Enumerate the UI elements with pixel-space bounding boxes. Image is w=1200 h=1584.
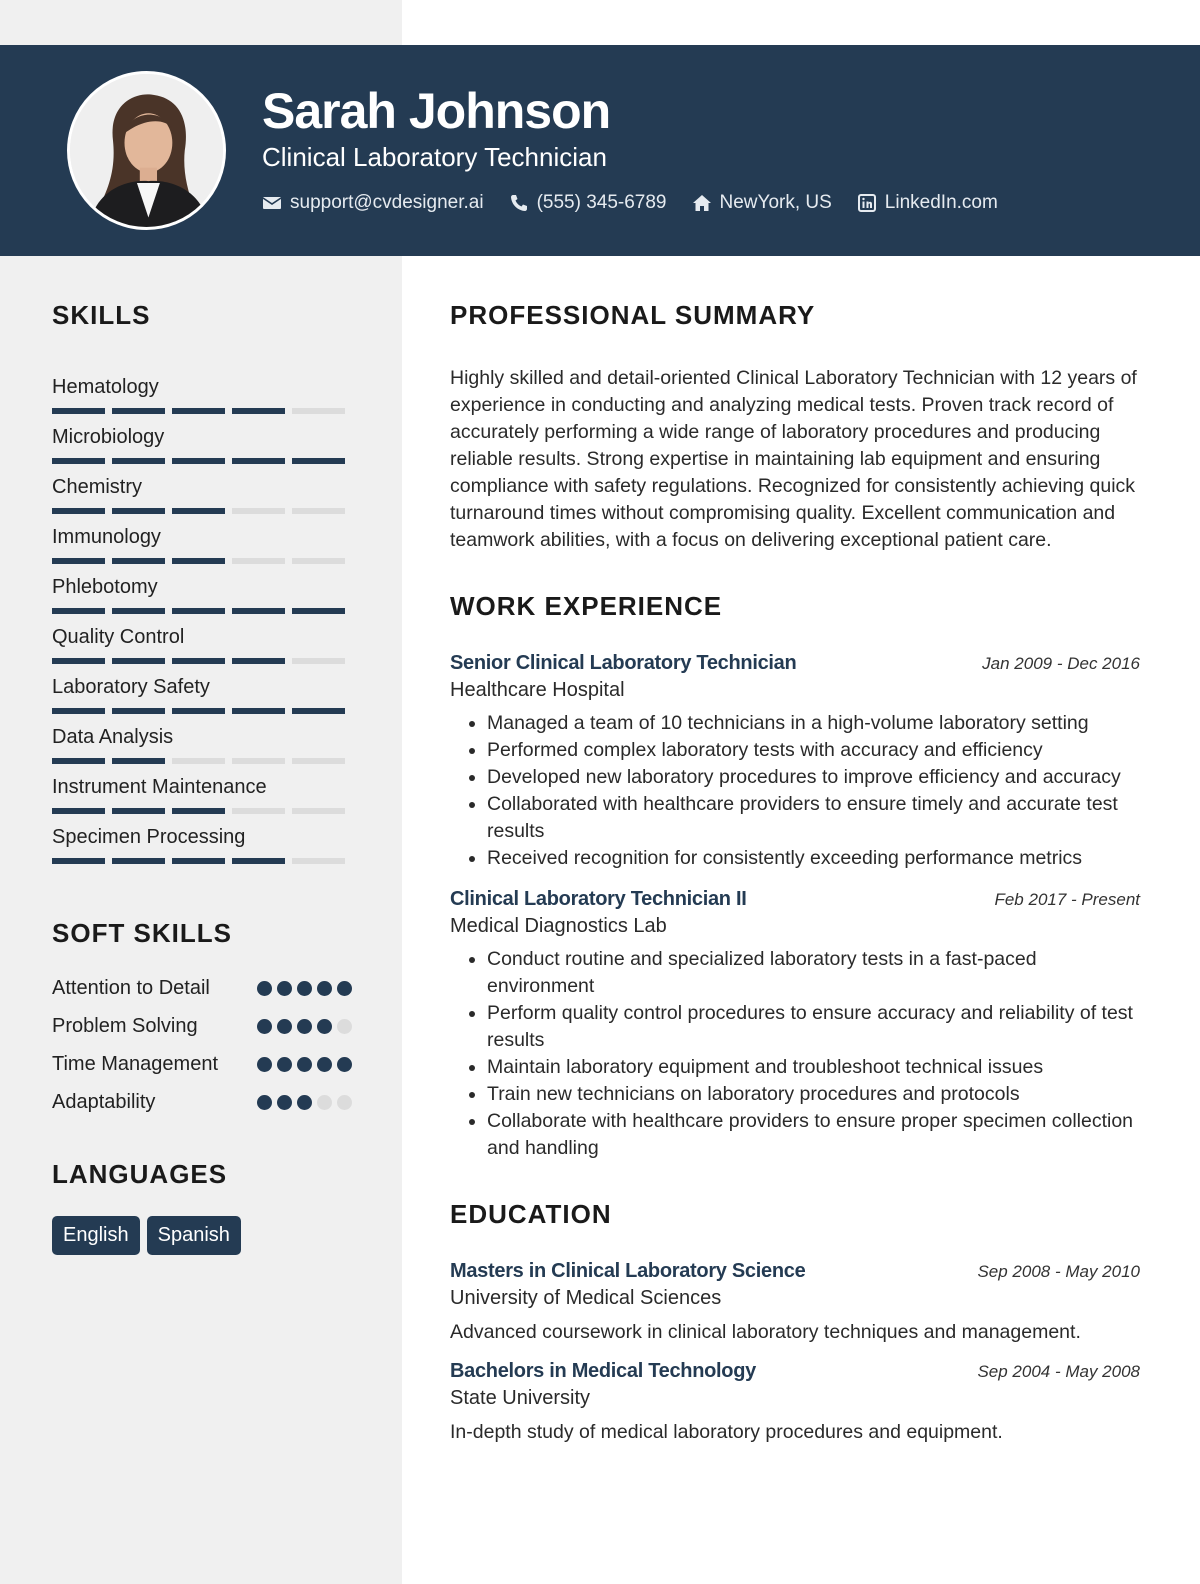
skill-level-bar	[52, 758, 352, 764]
skill-level-segment	[172, 408, 225, 414]
experience-heading: WORK EXPERIENCE	[450, 591, 723, 621]
skill-level-bar	[52, 808, 352, 814]
job-bullet: • Received recognition for consistently exceeding performance metrics	[487, 845, 1140, 872]
soft-skill-rating	[252, 1057, 352, 1072]
skill-level-segment	[292, 558, 345, 564]
rating-dot	[297, 981, 312, 996]
languages-list	[52, 1216, 352, 1255]
job-bullets	[450, 710, 1140, 872]
skill-level-segment	[172, 858, 225, 864]
job-date: Jan 2009 - Dec 2016	[982, 654, 1140, 673]
skill-level-segment	[52, 858, 105, 864]
skills-heading: SKILLS	[52, 300, 151, 330]
skill-level-segment	[112, 558, 165, 564]
skill-level-segment	[112, 758, 165, 764]
skill-level-segment	[232, 458, 285, 464]
education-degree: Bachelors in Medical Technology	[450, 1360, 756, 1382]
soft-skill-item	[52, 975, 352, 1001]
education-date: Sep 2004 - May 2008	[977, 1362, 1140, 1381]
skill-item	[52, 725, 352, 775]
education-school: University of Medical Sciences	[450, 1287, 722, 1309]
skill-level-segment	[172, 708, 225, 714]
job-bullet: • Collaborate with healthcare providers to ensure proper specimen collection and handling	[487, 1108, 1140, 1162]
skill-level-segment	[52, 508, 105, 514]
contact-linkedin[interactable]	[857, 192, 998, 214]
education-header	[450, 1260, 1140, 1283]
contact-location	[692, 192, 832, 214]
contact-location-text: NewYork, US	[719, 192, 832, 213]
soft-skill-name: Attention to Detail	[52, 977, 210, 999]
job-bullet: • Developed new laboratory procedures to improve efficiency and accuracy	[487, 764, 1140, 791]
soft-skills-list	[52, 975, 352, 1115]
skill-item	[52, 625, 352, 675]
skill-name: Microbiology	[52, 426, 165, 448]
skill-level-segment	[172, 758, 225, 764]
education-school: State University	[450, 1387, 591, 1409]
skill-level-segment	[232, 758, 285, 764]
rating-dot	[277, 1019, 292, 1034]
skill-item	[52, 675, 352, 725]
contact-phone[interactable]	[509, 192, 667, 214]
phone-icon	[509, 193, 529, 213]
skill-level-segment	[112, 408, 165, 414]
rating-dot	[297, 1057, 312, 1072]
skill-level-segment	[232, 808, 285, 814]
skill-level-segment	[112, 508, 165, 514]
skill-item	[52, 775, 352, 825]
rating-dot	[257, 1057, 272, 1072]
education-entry	[450, 1360, 1140, 1444]
skill-name: Specimen Processing	[52, 826, 246, 848]
right-column	[450, 300, 1140, 1444]
job-bullet: • Performed complex laboratory tests with accuracy and efficiency	[487, 737, 1140, 764]
skill-name: Laboratory Safety	[52, 676, 210, 698]
skill-item	[52, 425, 352, 475]
job-organization: Healthcare Hospital	[450, 679, 625, 701]
skill-level-segment	[172, 458, 225, 464]
rating-dot	[277, 981, 292, 996]
skill-level-bar	[52, 508, 352, 514]
skill-level-segment	[292, 608, 345, 614]
education-heading: EDUCATION	[450, 1199, 612, 1229]
rating-dot	[257, 1019, 272, 1034]
education-description: In-depth study of medical laboratory procedures and equipment.	[450, 1421, 1003, 1443]
skill-level-segment	[172, 508, 225, 514]
rating-dot	[297, 1019, 312, 1034]
skill-level-segment	[112, 658, 165, 664]
skill-name: Quality Control	[52, 626, 185, 648]
skill-level-segment	[232, 608, 285, 614]
skill-name: Phlebotomy	[52, 576, 158, 598]
soft-skill-name: Adaptability	[52, 1091, 156, 1113]
skill-name: Chemistry	[52, 476, 143, 498]
rating-dot	[277, 1057, 292, 1072]
rating-dot	[337, 981, 352, 996]
skill-level-segment	[172, 608, 225, 614]
skill-item	[52, 825, 352, 875]
skill-level-bar	[52, 558, 352, 564]
rating-dot	[277, 1095, 292, 1110]
skill-level-segment	[232, 708, 285, 714]
job-date: Feb 2017 - Present	[994, 890, 1140, 909]
soft-skill-rating	[252, 981, 352, 996]
avatar	[67, 71, 226, 230]
rating-dot	[337, 1095, 352, 1110]
skill-level-segment	[52, 608, 105, 614]
job-bullet: • Managed a team of 10 technicians in a high-volume laboratory setting	[487, 710, 1140, 737]
skill-item	[52, 375, 352, 425]
education-description: Advanced coursework in clinical laboratory techniques and management.	[450, 1321, 1081, 1343]
skill-name: Hematology	[52, 376, 159, 398]
rating-dot	[257, 1095, 272, 1110]
skill-level-segment	[172, 808, 225, 814]
skill-level-segment	[112, 858, 165, 864]
contact-email[interactable]	[262, 192, 484, 214]
candidate-name: Sarah Johnson	[262, 83, 611, 139]
skill-level-bar	[52, 658, 352, 664]
skill-level-bar	[52, 608, 352, 614]
left-column	[52, 300, 352, 1255]
soft-skill-rating	[252, 1095, 352, 1110]
job-entry	[450, 652, 1140, 872]
skill-item	[52, 525, 352, 575]
skill-level-bar	[52, 858, 352, 864]
skill-item	[52, 575, 352, 625]
education-degree: Masters in Clinical Laboratory Science	[450, 1260, 806, 1282]
skill-level-segment	[292, 708, 345, 714]
skill-level-segment	[52, 458, 105, 464]
rating-dot	[257, 981, 272, 996]
contact-linkedin-text: LinkedIn.com	[884, 192, 998, 213]
home-icon	[692, 193, 712, 213]
soft-skill-name: Time Management	[52, 1053, 218, 1075]
education-entry	[450, 1260, 1140, 1344]
soft-skill-item	[52, 1089, 352, 1115]
education-date: Sep 2008 - May 2010	[977, 1262, 1140, 1281]
soft-skill-rating	[252, 1019, 352, 1034]
contact-phone-text: (555) 345-6789	[536, 192, 667, 213]
skill-level-segment	[52, 408, 105, 414]
skill-level-segment	[52, 558, 105, 564]
skill-level-segment	[52, 658, 105, 664]
language-badge: English	[52, 1216, 140, 1255]
language-badge: Spanish	[147, 1216, 241, 1255]
skill-level-bar	[52, 408, 352, 414]
job-bullet: • Maintain laboratory equipment and troubleshoot technical issues	[487, 1054, 1140, 1081]
summary-heading: PROFESSIONAL SUMMARY	[450, 300, 816, 330]
job-bullet: • Collaborated with healthcare providers to ensure timely and accurate test results	[487, 791, 1140, 845]
skill-level-segment	[292, 858, 345, 864]
rating-dot	[317, 981, 332, 996]
contact-list	[262, 192, 1023, 214]
job-title: Senior Clinical Laboratory Technician	[450, 652, 797, 674]
skill-level-segment	[112, 608, 165, 614]
skill-level-segment	[292, 808, 345, 814]
skill-level-segment	[292, 508, 345, 514]
skill-level-segment	[52, 808, 105, 814]
job-bullet: • Conduct routine and specialized laboratory tests in a fast-paced environment	[487, 946, 1140, 1000]
skill-level-segment	[112, 808, 165, 814]
job-bullets	[450, 946, 1140, 1162]
rating-dot	[317, 1095, 332, 1110]
languages-heading: LANGUAGES	[52, 1159, 228, 1189]
contact-email-text: support@cvdesigner.ai	[290, 192, 484, 213]
skill-level-segment	[52, 758, 105, 764]
skill-level-bar	[52, 708, 352, 714]
skill-level-segment	[232, 408, 285, 414]
skill-level-segment	[112, 708, 165, 714]
skill-level-segment	[172, 558, 225, 564]
soft-skill-name: Problem Solving	[52, 1015, 198, 1037]
rating-dot	[337, 1057, 352, 1072]
skill-level-segment	[112, 458, 165, 464]
envelope-icon	[262, 193, 282, 213]
skill-level-segment	[292, 408, 345, 414]
skill-item	[52, 475, 352, 525]
soft-skill-item	[52, 1013, 352, 1039]
skill-level-segment	[232, 858, 285, 864]
skill-level-segment	[172, 658, 225, 664]
soft-skills-heading: SOFT SKILLS	[52, 918, 232, 948]
skill-level-bar	[52, 458, 352, 464]
rating-dot	[337, 1019, 352, 1034]
candidate-title: Clinical Laboratory Technician	[262, 142, 607, 172]
skill-level-segment	[232, 658, 285, 664]
skill-name: Immunology	[52, 526, 161, 548]
skill-level-segment	[292, 458, 345, 464]
skill-level-segment	[292, 758, 345, 764]
skill-level-segment	[232, 508, 285, 514]
skill-level-segment	[232, 558, 285, 564]
job-organization: Medical Diagnostics Lab	[450, 915, 667, 937]
rating-dot	[317, 1019, 332, 1034]
summary-text: Highly skilled and detail-oriented Clinical Laboratory Technician with 12 years of experience in conducting and analyzing medical tests. Proven track record of accurately performing a wide range of laboratory procedures and producing reliable results. Strong expertise in maintaining lab equipment and ensuring compliance with safety regulations. Recognized for consistently achieving quick turnaround times without compromising quality. Excellent communication and teamwork abilities, with a focus on delivering exceptional patient care.	[450, 367, 1137, 551]
job-bullet: • Perform quality control procedures to ensure accuracy and reliability of test results	[487, 1000, 1140, 1054]
job-entry	[450, 888, 1140, 1162]
job-header	[450, 888, 1140, 911]
skills-list	[52, 375, 352, 875]
education-header	[450, 1360, 1140, 1383]
job-bullet: • Train new technicians on laboratory procedures and protocols	[487, 1081, 1140, 1108]
rating-dot	[317, 1057, 332, 1072]
skill-level-segment	[292, 658, 345, 664]
soft-skill-item	[52, 1051, 352, 1077]
job-title: Clinical Laboratory Technician II	[450, 888, 747, 910]
job-header	[450, 652, 1140, 675]
skill-name: Data Analysis	[52, 726, 174, 748]
skill-level-segment	[52, 708, 105, 714]
skill-name: Instrument Maintenance	[52, 776, 267, 798]
linkedin-icon	[857, 193, 877, 213]
profile-photo-icon	[70, 74, 223, 227]
rating-dot	[297, 1095, 312, 1110]
